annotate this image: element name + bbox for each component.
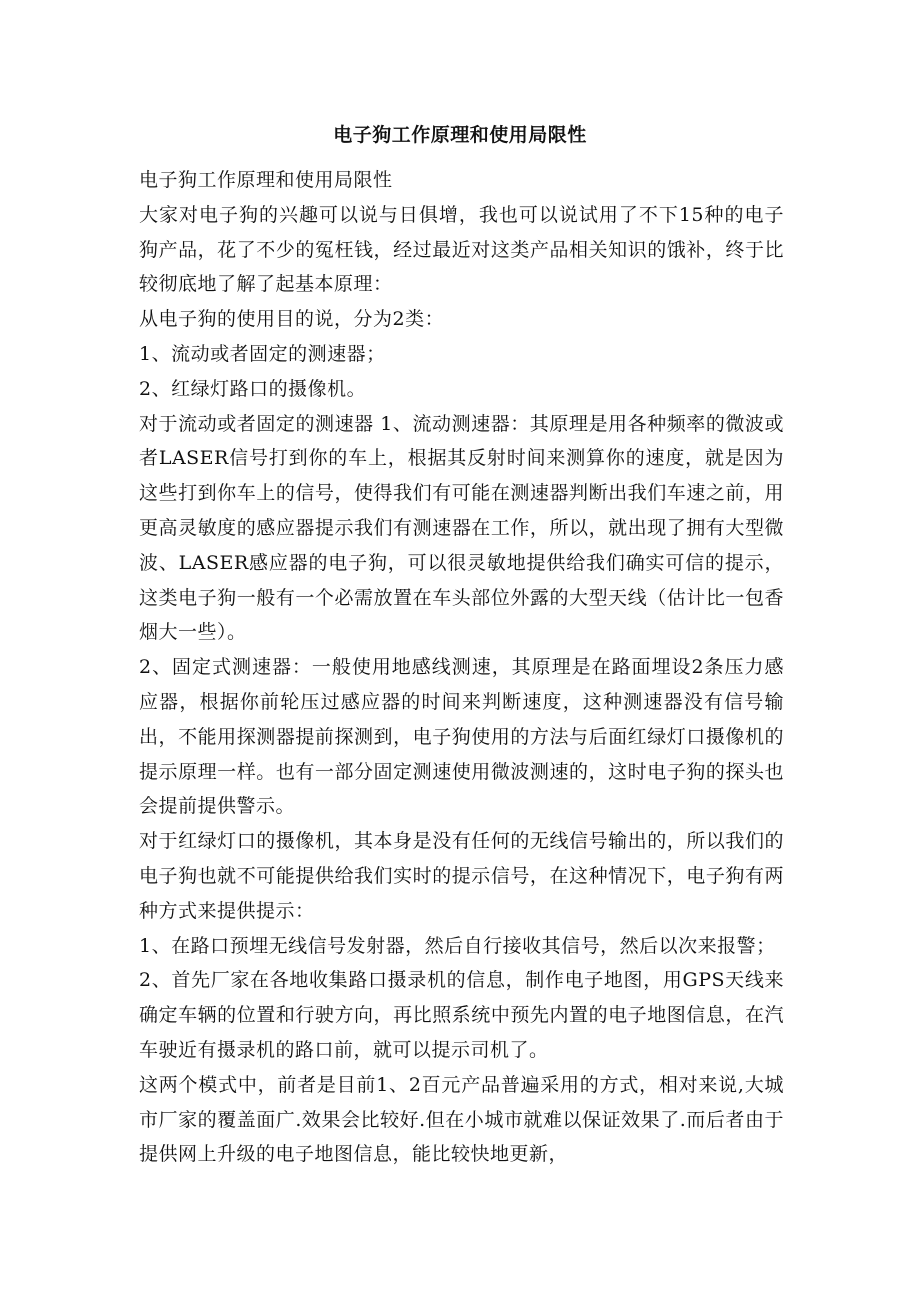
document-title: 电子狗工作原理和使用局限性 [333,124,587,146]
paragraph-category-1: 1、流动或者固定的测速器； [139,342,386,365]
paragraph-comparison: 这两个模式中，前者是目前1、2百元产品普遍采用的方式，相对来说,大城市厂家的覆盖面广.效果会比较好.但在小城市就难以保证效果了.而后者由于提供网上升级的电子地图信息，能比较快地更新， [139,1073,784,1166]
paragraph-method-1: 1、在路口预埋无线信号发射器，然后自行接收其信号，然后以次来报警； [139,934,776,957]
document-body [139,163,784,1172]
paragraph-mobile-speed-radar: 对于流动或者固定的测速器 1、流动测速器：其原理是用各种频率的微波或者LASER信号打到你的车上，根据其反射时间来测算你的速度，就是因为这些打到你车上的信号，使得我们有可能在测速器判断出我们车速之前，用更高灵敏度的感应器提示我们有测速器在工作，所以，就出现了拥有大型微波、LASER感应器的电子狗，可以很灵敏地提供给我们确实可信的提示，这类电子狗一般有一个必需放置在车头部位外露的大型天线（估计比一包香烟大一些）。 [139,412,784,644]
paragraph-category-2: 2、红绿灯路口的摄像机。 [139,377,367,400]
paragraph-fixed-speed-radar: 2、固定式测速器：一般使用地感线测速，其原理是在路面埋设2条压力感应器，根据你前轮压过感应器的时间来判断速度，这种测速器没有信号输出，不能用探测器提前探测到，电子狗使用的方法与后面红绿灯口摄像机的提示原理一样。也有一部分固定测速使用微波测速的，这时电子狗的探头也会提前提供警示。 [139,656,784,818]
paragraph-traffic-light-camera: 对于红绿灯口的摄像机，其本身是没有任何的无线信号输出的，所以我们的电子狗也就不可能提供给我们实时的提示信号，在这种情况下，电子狗有两种方式来提供提示： [139,830,784,922]
paragraph-subtitle: 电子狗工作原理和使用局限性 [139,169,393,191]
paragraph-intro: 大家对电子狗的兴趣可以说与日俱增，我也可以说试用了不下15种的电子狗产品，花了不少的冤枉钱，经过最近对这类产品相关知识的饿补，终于比较彻底地了解了起基本原理： [139,203,784,296]
paragraph-method-2: 2、首先厂家在各地收集路口摄录机的信息，制作电子地图，用GPS天线来确定车辆的位置和行驶方向，再比照系统中预先内置的电子地图信息，在汽车驶近有摄录机的路口前，就可以提示司机了。 [139,969,784,1061]
paragraph-categories: 从电子狗的使用目的说，分为2类： [139,308,445,331]
